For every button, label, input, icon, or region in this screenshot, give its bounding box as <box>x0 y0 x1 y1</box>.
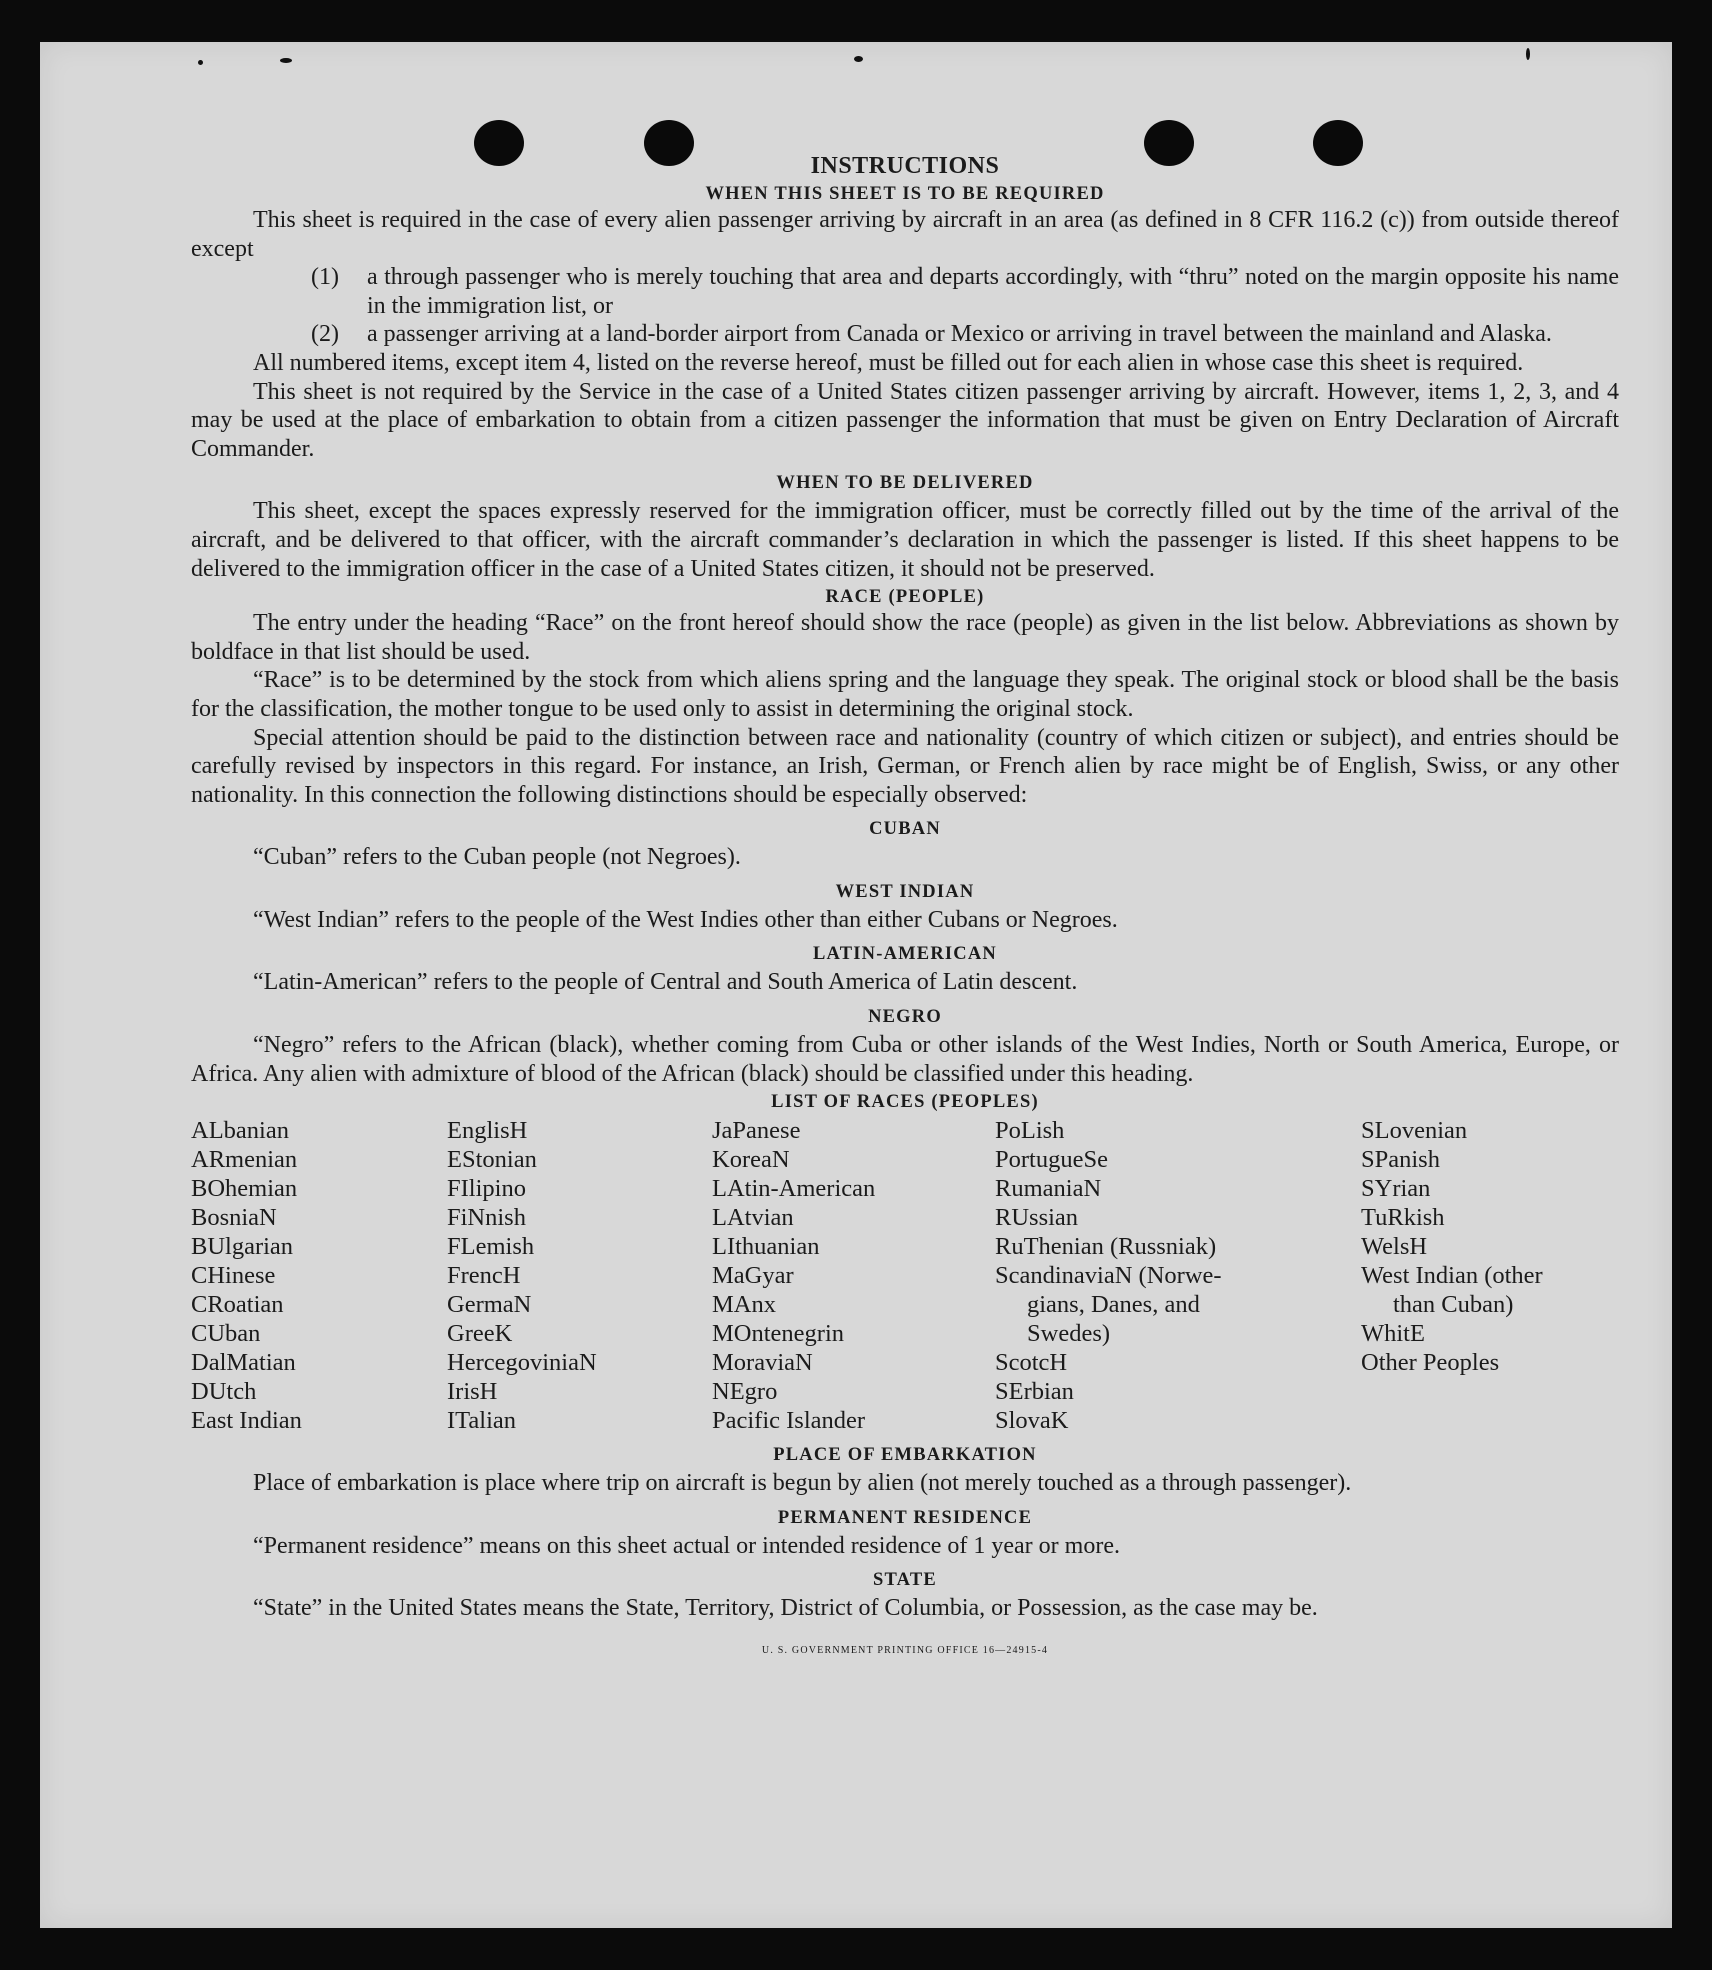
paragraph: “Cuban” refers to the Cuban people (not Negroes). <box>253 844 741 871</box>
race-item: GermaN <box>447 1291 532 1319</box>
race-item: PoLish <box>995 1117 1065 1145</box>
race-column <box>712 1116 995 1435</box>
section-heading: LATIN-AMERICAN <box>813 944 997 965</box>
page-title: INSTRUCTIONS <box>810 153 1000 179</box>
item-number: (2) <box>311 321 339 348</box>
race-item: ScandinaviaN (Norwe- <box>995 1262 1222 1290</box>
race-item: CHinese <box>191 1262 276 1290</box>
race-item: CUban <box>191 1320 261 1348</box>
item-text: a through passenger who is merely touching that area and departs accordingly, with “thru” noted on the margin opposite his name in the immigration list, or <box>367 264 1619 319</box>
paragraph: Place of embarkation is place where trip on aircraft is begun by alien (not merely touched as a through passenger). <box>253 1470 1352 1497</box>
race-item: Pacific Islander <box>712 1407 866 1435</box>
paragraph: Special attention should be paid to the distinction between race and nationality (country of which citizen or subject), and entries should be carefully revised by inspectors in this regard. For instance, an Irish, German, or French alien by race might be of English, Swiss, or any other nationality. In this connection the following distinctions should be especially observed: <box>191 724 1619 808</box>
race-item: KoreaN <box>712 1146 790 1174</box>
race-item: EnglisH <box>447 1117 528 1145</box>
race-column <box>447 1116 712 1435</box>
race-item: WhitE <box>1361 1320 1425 1348</box>
race-item: BOhemian <box>191 1175 298 1203</box>
race-item: ARmenian <box>191 1146 298 1174</box>
document-sheet <box>40 42 1672 1928</box>
paragraph: “West Indian” refers to the people of the West Indies other than either Cubans or Negroes. <box>253 906 1118 933</box>
paragraph: This sheet, except the spaces expressly reserved for the immigration officer, must be correctly filled out by the time of the arrival of the aircraft, and be delivered to that officer, with the aircraft commander’s declaration in which the passenger is listed. If this sheet happens to be delivered to the immigration officer in the case of a United States citizen, it should not be preserved. <box>191 498 1619 582</box>
race-column <box>1361 1116 1619 1435</box>
item-number: (1) <box>311 264 339 291</box>
race-item: LAtin-American <box>712 1175 876 1203</box>
race-item: ScotcH <box>995 1349 1068 1377</box>
section-heading: WHEN THIS SHEET IS TO BE REQUIRED <box>705 184 1105 204</box>
section-heading: NEGRO <box>868 1007 942 1028</box>
race-list <box>191 1116 1619 1435</box>
section-heading: RACE (PEOPLE) <box>825 587 985 608</box>
race-item: JaPanese <box>712 1117 801 1145</box>
race-item: RuThenian (Russniak) <box>995 1233 1217 1261</box>
race-item: RUssian <box>995 1204 1079 1232</box>
race-item: LIthuanian <box>712 1233 820 1261</box>
race-item: NEgro <box>712 1378 778 1406</box>
race-item: RumaniaN <box>995 1175 1102 1203</box>
list-item <box>311 263 1619 320</box>
paragraph: “Latin-American” refers to the people of Central and South America of Latin descent. <box>253 969 1078 996</box>
section-heading: CUBAN <box>869 819 941 840</box>
race-item: MOntenegrin <box>712 1320 844 1348</box>
paragraph: This sheet is not required by the Service in the case of a United States citizen passenger arriving by aircraft. However, items 1, 2, 3, and 4 may be used at the place of embarkation to obtain from a citizen passenger the information that must be given on Entry Declaration of Aircraft Commander. <box>191 378 1619 462</box>
list-item <box>311 320 1619 349</box>
speck <box>1526 48 1530 60</box>
race-item: CRoatian <box>191 1291 284 1319</box>
race-item: DalMatian <box>191 1349 296 1377</box>
race-item: PortugueSe <box>995 1146 1108 1174</box>
speck <box>198 60 203 65</box>
race-item: MAnx <box>712 1291 776 1319</box>
paragraph: “Permanent residence” means on this sheet actual or intended residence of 1 year or more. <box>253 1532 1120 1559</box>
race-column <box>995 1116 1361 1435</box>
race-item: BUlgarian <box>191 1233 294 1261</box>
race-item: GreeK <box>447 1320 513 1348</box>
section-heading: WEST INDIAN <box>835 881 975 902</box>
race-item: LAtvian <box>712 1204 794 1232</box>
race-item: East Indian <box>191 1407 302 1435</box>
race-item: SYrian <box>1361 1175 1431 1203</box>
race-item-continuation: Swedes) <box>1027 1320 1111 1348</box>
race-item: DUtch <box>191 1378 257 1406</box>
race-item: IrisH <box>447 1378 498 1406</box>
race-item: Other Peoples <box>1361 1349 1500 1377</box>
paragraph: All numbered items, except item 4, listed on the reverse hereof, must be filled out for each alien in whose case this sheet is required. <box>253 349 1524 376</box>
section-heading: WHEN TO BE DELIVERED <box>776 473 1034 494</box>
paragraph: “Negro” refers to the African (black), whether coming from Cuba or other islands of the West Indies, North or South America, Europe, or Africa. Any alien with admixture of blood of the African (black) should be classified under this heading. <box>191 1032 1619 1087</box>
item-text: a passenger arriving at a land-border airport from Canada or Mexico or arriving in travel between the mainland and Alaska. <box>367 321 1552 348</box>
speck <box>854 56 863 62</box>
race-item-continuation: than Cuban) <box>1393 1291 1514 1319</box>
section-heading: LIST OF RACES (PEOPLES) <box>771 1092 1039 1113</box>
race-item: BosniaN <box>191 1204 277 1232</box>
race-item: SLovenian <box>1361 1117 1468 1145</box>
race-item-continuation: gians, Danes, and <box>1027 1291 1200 1319</box>
paragraph: “Race” is to be determined by the stock from which aliens spring and the language they speak. The original stock or blood shall be the basis for the classification, the mother tongue to be used only to assist in determining the original stock. <box>191 667 1619 722</box>
race-item: MoraviaN <box>712 1349 813 1377</box>
race-item: ITalian <box>447 1407 517 1435</box>
race-item: FLemish <box>447 1233 535 1261</box>
section-heading: STATE <box>873 1570 937 1591</box>
race-item: SPanish <box>1361 1146 1440 1174</box>
paragraph: The entry under the heading “Race” on the front hereof should show the race (people) as given in the list below. Abbreviations as shown by boldface in that list should be used. <box>191 610 1619 665</box>
race-item: SlovaK <box>995 1407 1069 1435</box>
race-item: FrencH <box>447 1262 521 1290</box>
race-item: MaGyar <box>712 1262 794 1290</box>
race-column <box>191 1116 447 1435</box>
race-item: EStonian <box>447 1146 537 1174</box>
section-heading: PERMANENT RESIDENCE <box>777 1507 1033 1528</box>
instructions-text <box>191 152 1619 1666</box>
race-item: FiNnish <box>447 1204 526 1232</box>
race-item: West Indian (other <box>1361 1262 1543 1290</box>
section-heading: PLACE OF EMBARKATION <box>773 1445 1037 1466</box>
race-item: ALbanian <box>191 1117 289 1145</box>
race-item: SErbian <box>995 1378 1074 1406</box>
race-item: WelsH <box>1361 1233 1428 1261</box>
race-item: FIlipino <box>447 1175 526 1203</box>
race-item: HercegoviniaN <box>447 1349 597 1377</box>
race-item: TuRkish <box>1361 1204 1445 1232</box>
printer-imprint: U. S. GOVERNMENT PRINTING OFFICE 16—24915-4 <box>761 1645 1049 1657</box>
paragraph: This sheet is required in the case of every alien passenger arriving by aircraft in an area (as defined in 8 CFR 116.2 (c)) from outside thereof except <box>191 207 1619 262</box>
speck <box>280 58 292 63</box>
paragraph: “State” in the United States means the State, Territory, District of Columbia, or Possession, as the case may be. <box>253 1595 1318 1622</box>
